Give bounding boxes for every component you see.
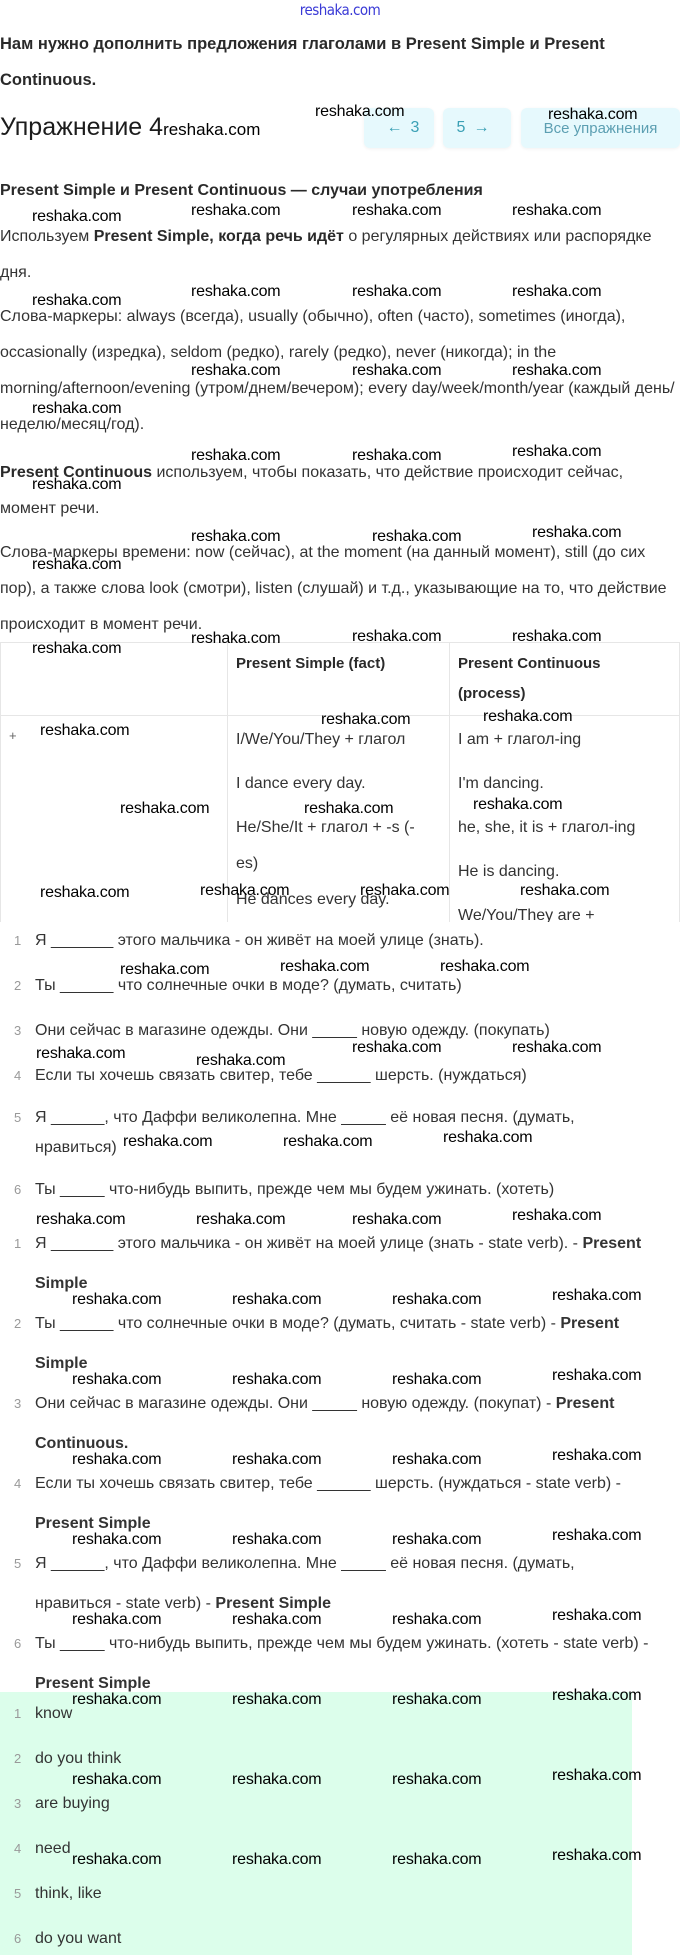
simple-line: I/We/You/They + глагол <box>236 731 406 748</box>
answer-text: do you want <box>35 1930 122 1947</box>
explanation-number: 2 <box>14 1316 22 1331</box>
watermark: reshaka.com <box>392 1291 482 1308</box>
watermark: reshaka.com <box>392 1691 482 1708</box>
watermark: reshaka.com <box>392 1531 482 1548</box>
watermark: reshaka.com <box>512 283 602 300</box>
answer-text: know <box>35 1705 73 1722</box>
answer-number: 3 <box>14 1796 22 1811</box>
watermark: reshaka.com <box>392 1611 482 1628</box>
watermark: reshaka.com <box>352 447 442 464</box>
continuous-line: We/You/They are + <box>458 907 595 922</box>
explanation-text: Если ты хочешь связать свитер, тебе ______ шерсть. (нуждаться - state verb) - <box>35 1475 622 1492</box>
answer-text: need <box>35 1840 71 1857</box>
explanation-tense: Present Simple <box>35 1675 151 1692</box>
explanation-tense: Present Simple <box>35 1235 642 1292</box>
theory-paragraph-1 <box>0 219 678 291</box>
simple-line: He/She/It + глагол + -s (-es) <box>236 819 415 872</box>
exercise-title <box>0 113 260 142</box>
watermark: reshaka.com <box>32 292 122 309</box>
explanation-text: Я ______, что Даффи великолепна. Мне _____ её новая песня. (думать, нравиться - state verb) - <box>35 1555 575 1612</box>
answer-list <box>0 1696 680 1957</box>
task-number: 1 <box>14 933 22 948</box>
watermark: reshaka.com <box>352 628 442 645</box>
next-exercise-label: 5 <box>456 119 466 136</box>
watermark: reshaka.com <box>232 1691 322 1708</box>
watermark: reshaka.com <box>200 882 290 899</box>
answer-text: are buying <box>35 1795 110 1812</box>
prev-exercise-label: 3 <box>410 119 420 136</box>
watermark: reshaka.com <box>232 1451 322 1468</box>
answer-number: 5 <box>14 1886 22 1901</box>
explanation-text: Я _______ этого мальчика - он живёт на моей улице (знать - state verb). - <box>35 1235 583 1252</box>
task-text: Ты ______ что солнечные очки в моде? (думать, считать) <box>35 977 462 994</box>
watermark: reshaka.com <box>304 800 394 817</box>
watermark: reshaka.com <box>315 103 405 120</box>
watermark: reshaka.com <box>512 628 602 645</box>
theory-paragraph-2: Слова-маркеры: always (всегда), usually (обычно), often (часто), sometimes (иногда), occasionally (изредка), seldom (редко), rarely (редко), never (никогда); in the morning/afternoon/evening (утром/днем/вечером); every day/week/month/year (каждый день/неделю/месяц/год). <box>0 308 675 433</box>
watermark: reshaka.com <box>72 1771 162 1788</box>
watermark: reshaka.com <box>372 528 462 545</box>
watermark: reshaka.com <box>360 882 450 899</box>
explanation-text: Они сейчас в магазине одежды. Они _____ новую одежду. (покупат) - <box>35 1395 556 1412</box>
task-text: Я _______ этого мальчика - он живёт на моей улице (знать). <box>35 932 484 949</box>
watermark: reshaka.com <box>443 1129 533 1146</box>
explanation-number: 6 <box>14 1636 22 1651</box>
watermark: reshaka.com <box>352 202 442 219</box>
watermark: reshaka.com <box>352 362 442 379</box>
continuous-line: I am + глагол-ing <box>458 731 582 748</box>
watermark: reshaka.com <box>191 202 281 219</box>
explanation-number: 1 <box>14 1236 22 1251</box>
watermark: reshaka.com <box>36 1045 126 1062</box>
watermark: reshaka.com <box>36 1211 126 1228</box>
explanation-number: 3 <box>14 1396 22 1411</box>
task-number: 5 <box>14 1110 22 1125</box>
task-item <box>0 1058 680 1094</box>
watermark: reshaka.com <box>483 708 573 725</box>
watermark: reshaka.com <box>232 1531 322 1548</box>
watermark: reshaka.com <box>196 1052 286 1069</box>
explanation-number: 5 <box>14 1556 22 1571</box>
task-number: 3 <box>14 1023 22 1038</box>
watermark: reshaka.com <box>532 524 622 541</box>
watermark: reshaka.com <box>72 1531 162 1548</box>
table-header-simple: Present Simple (fact) <box>228 643 450 716</box>
watermark: reshaka.com <box>552 1847 642 1864</box>
watermark: reshaka.com <box>120 961 210 978</box>
task-number: 6 <box>14 1182 22 1197</box>
task-intro: Нам нужно дополнить предложения глаголами в Present Simple и Present Continuous. <box>0 35 605 89</box>
watermark: reshaka.com <box>123 1133 213 1150</box>
explanation-tense: Present Continuous. <box>35 1395 615 1452</box>
task-item <box>0 1172 680 1208</box>
watermark: reshaka.com <box>191 630 281 647</box>
watermark: reshaka.com <box>72 1611 162 1628</box>
watermark: reshaka.com <box>352 1211 442 1228</box>
answer-number: 4 <box>14 1841 22 1856</box>
watermark: reshaka.com <box>552 1527 642 1544</box>
watermark: reshaka.com <box>552 1767 642 1784</box>
task-number: 4 <box>14 1068 22 1083</box>
watermark: reshaka.com <box>72 1851 162 1868</box>
watermark: reshaka.com <box>512 1039 602 1056</box>
watermark: reshaka.com <box>552 1367 642 1384</box>
continuous-line: He is dancing. <box>458 863 560 880</box>
simple-line: He dances every day. <box>236 891 390 908</box>
watermark: reshaka.com <box>392 1371 482 1388</box>
task-text: Я ______, что Даффи великолепна. Мне _____ её новая песня. (думать, нравиться) <box>35 1109 575 1156</box>
task-text: Они сейчас в магазине одежды. Они _____ новую одежду. (покупать) <box>35 1022 550 1039</box>
watermark: reshaka.com <box>473 796 563 813</box>
watermark: reshaka.com <box>232 1771 322 1788</box>
watermark: reshaka.com <box>352 283 442 300</box>
answer-item <box>0 1876 680 1912</box>
watermark: reshaka.com <box>552 1287 642 1304</box>
watermark: reshaka.com <box>72 1371 162 1388</box>
explanation-tense: Present Simple <box>35 1515 151 1532</box>
watermark: reshaka.com <box>512 362 602 379</box>
watermark: reshaka.com <box>392 1771 482 1788</box>
watermark: reshaka.com <box>72 1451 162 1468</box>
watermark: reshaka.com <box>552 1687 642 1704</box>
watermark: reshaka.com <box>280 958 370 975</box>
explanation-text: Ты _____ что-нибудь выпить, прежде чем мы будем ужинать. (хотеть - state verb) - <box>35 1635 649 1652</box>
answer-number: 2 <box>14 1751 22 1766</box>
answer-item <box>0 1786 680 1822</box>
watermark: reshaka.com <box>392 1851 482 1868</box>
task-number: 2 <box>14 978 22 993</box>
watermark: reshaka.com <box>283 1133 373 1150</box>
p1-suffix: о регулярных действиях или распорядке дня. <box>0 228 652 281</box>
watermark: reshaka.com <box>40 722 130 739</box>
arrow-left-icon: ← <box>386 119 403 136</box>
explanation-tense: Present Simple <box>35 1315 620 1372</box>
watermark: reshaka.com <box>552 1607 642 1624</box>
watermark: reshaka.com <box>40 884 130 901</box>
continuous-line: he, she, it is + глагол-ing <box>458 819 636 836</box>
watermark: reshaka.com <box>32 640 122 657</box>
watermark: reshaka.com <box>191 283 281 300</box>
theory-paragraph-4: Слова-маркеры времени: now (сейчас), at the moment (на данный момент), still (до сих пор), а также слова look (смотри), listen (слушай) и т.д., указывающие на то, что действие происходит в момент речи. <box>0 544 667 633</box>
p1-prefix: Используем <box>0 228 94 245</box>
p1-bold: Present Simple, когда речь идёт <box>93 228 344 245</box>
watermark: reshaka.com <box>191 528 281 545</box>
watermark: reshaka.com <box>552 1447 642 1464</box>
watermark: reshaka.com <box>548 106 638 123</box>
table-header-continuous: Present Continuous (process) <box>450 643 680 716</box>
watermark: reshaka.com <box>352 1039 442 1056</box>
watermark: reshaka.com <box>321 711 411 728</box>
task-text: Ты _____ что-нибудь выпить, прежде чем мы будем ужинать. (хотеть) <box>35 1181 555 1198</box>
task-text: Если ты хочешь связать свитер, тебе ______ шерсть. (нуждаться) <box>35 1067 527 1084</box>
watermark: reshaka.com <box>32 476 122 493</box>
watermark: reshaka.com <box>163 120 261 139</box>
watermark: reshaka.com <box>440 958 530 975</box>
explanation-text: Ты ______ что солнечные очки в моде? (думать, считать - state verb) - <box>35 1315 561 1332</box>
answer-number: 1 <box>14 1706 22 1721</box>
theory-heading: Present Simple и Present Continuous — случаи употребления <box>0 182 483 199</box>
explanation-number: 4 <box>14 1476 22 1491</box>
row-label: + <box>1 716 228 923</box>
watermark: reshaka.com <box>32 208 122 225</box>
watermark: reshaka.com <box>232 1291 322 1308</box>
explanation-tense: Present Simple <box>215 1595 332 1612</box>
simple-line: I dance every day. <box>236 775 366 792</box>
continuous-line: I'm dancing. <box>458 775 544 792</box>
exercise-title-text: Упражнение 4 <box>0 113 164 141</box>
watermark: reshaka.com <box>512 443 602 460</box>
watermark: reshaka.com <box>32 556 122 573</box>
watermark: reshaka.com <box>520 882 610 899</box>
grammar-table-container[interactable] <box>0 642 680 922</box>
watermark: reshaka.com <box>72 1291 162 1308</box>
watermark: reshaka.com <box>232 1851 322 1868</box>
grammar-table <box>0 642 680 922</box>
watermark: reshaka.com <box>232 1611 322 1628</box>
watermark: reshaka.com <box>191 447 281 464</box>
watermark: reshaka.com <box>512 202 602 219</box>
answer-item <box>0 1921 680 1957</box>
watermark: reshaka.com <box>32 400 122 417</box>
task-item <box>0 923 680 959</box>
p3-bold: Present Continuous <box>0 464 153 481</box>
answer-text: think, like <box>35 1885 102 1902</box>
watermark: reshaka.com <box>392 1451 482 1468</box>
watermark: reshaka.com <box>196 1211 286 1228</box>
p3-suffix: используем, чтобы показать, что действие происходит сейчас, момент речи. <box>0 464 624 517</box>
watermark: reshaka.com <box>232 1371 322 1388</box>
top-watermark: reshaka.com <box>299 1 381 19</box>
next-exercise-button[interactable] <box>443 108 511 148</box>
watermark: reshaka.com <box>191 362 281 379</box>
all-exercises-button[interactable]: Все упражнения <box>521 108 680 148</box>
watermark: reshaka.com <box>512 1207 602 1224</box>
answer-number: 6 <box>14 1931 22 1946</box>
watermark: reshaka.com <box>120 800 210 817</box>
watermark: reshaka.com <box>72 1691 162 1708</box>
answer-text: do you think <box>35 1750 122 1767</box>
arrow-right-icon: → <box>473 119 490 136</box>
